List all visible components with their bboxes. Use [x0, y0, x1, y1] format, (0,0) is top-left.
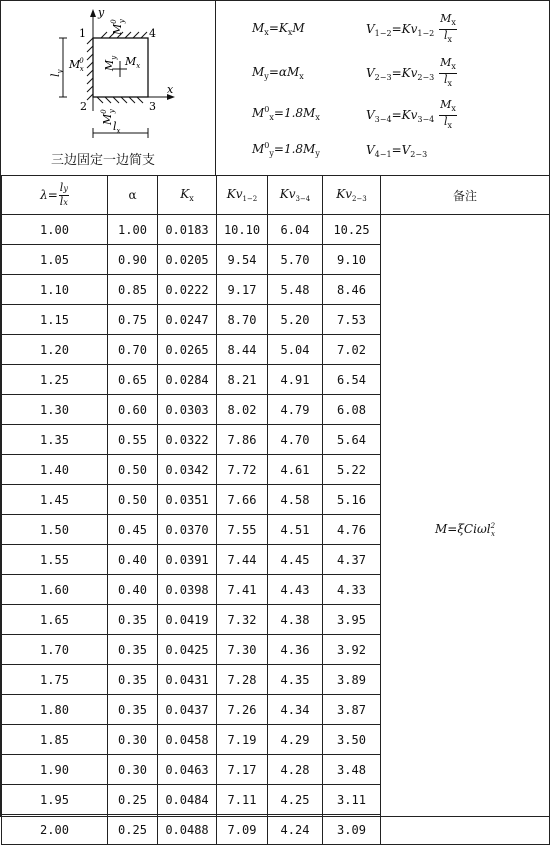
- cell-lambda: 1.35: [2, 425, 108, 455]
- my-label: $M_y$: [103, 55, 118, 71]
- cell-kv23: 8.46: [323, 275, 381, 305]
- cell-kv12: 7.30: [217, 635, 268, 665]
- cell-kv23: 3.89: [323, 665, 381, 695]
- header-note: 备注: [381, 176, 550, 215]
- cell-kv23: 7.53: [323, 305, 381, 335]
- cell-kx: 0.0391: [158, 545, 217, 575]
- cell-kv12: 7.41: [217, 575, 268, 605]
- cell-lambda: 1.95: [2, 785, 108, 815]
- formula-mx0: $M^0_x=1.8M_x$: [252, 105, 320, 122]
- cell-kx: 0.0265: [158, 335, 217, 365]
- cell-kv23: 10.25: [323, 215, 381, 245]
- header-lambda: λ= $\frac{ly}{lx}$: [2, 176, 108, 215]
- cell-kv34: 4.58: [268, 485, 323, 515]
- note-formula: M=ξCiωl$^2_x$: [434, 521, 496, 538]
- cell-kx: 0.0425: [158, 635, 217, 665]
- cell-kv12: 8.44: [217, 335, 268, 365]
- header-kv12: $Kv_{1-2}$: [217, 176, 268, 215]
- cell-kv34: 4.70: [268, 425, 323, 455]
- cell-lambda: 1.60: [2, 575, 108, 605]
- cell-kv12: 7.72: [217, 455, 268, 485]
- cell-kv12: 7.55: [217, 515, 268, 545]
- x-axis-label: x: [167, 83, 174, 96]
- cell-kx: 0.0284: [158, 365, 217, 395]
- cell-kx: 0.0322: [158, 425, 217, 455]
- cell-kv34: 4.51: [268, 515, 323, 545]
- cell-kv23: 3.11: [323, 785, 381, 815]
- cell-lambda: 1.80: [2, 695, 108, 725]
- plate-diagram-cell: [1, 1, 216, 175]
- cell-alpha: 0.35: [108, 635, 158, 665]
- table-header-row: [2, 176, 550, 215]
- cell-lambda: 1.05: [2, 245, 108, 275]
- cell-kv34: 5.04: [268, 335, 323, 365]
- cell-alpha: 1.00: [108, 215, 158, 245]
- cell-kv23: 7.02: [323, 335, 381, 365]
- cell-kv23: 6.08: [323, 395, 381, 425]
- cell-alpha: 0.40: [108, 575, 158, 605]
- cell-kv12: 9.17: [217, 275, 268, 305]
- cell-kx: 0.0398: [158, 575, 217, 605]
- cell-kv34: 4.45: [268, 545, 323, 575]
- cell-alpha: 0.35: [108, 695, 158, 725]
- cell-kv12: 8.70: [217, 305, 268, 335]
- header-kv34: $Kv_{3-4}$: [268, 176, 323, 215]
- cell-kx: 0.0463: [158, 755, 217, 785]
- cell-alpha: 0.25: [108, 785, 158, 815]
- cell-kv34: 4.29: [268, 725, 323, 755]
- cell-kx: 0.0303: [158, 395, 217, 425]
- cell-kx: 0.0370: [158, 515, 217, 545]
- table-row: [2, 215, 550, 245]
- corner-2-label: 2: [80, 100, 87, 113]
- cell-kv23: 9.10: [323, 245, 381, 275]
- ly-label: $l_y$: [49, 69, 64, 77]
- corner-4-label: 4: [149, 27, 156, 40]
- corner-1-label: 1: [79, 27, 86, 40]
- header-kx: $K_x$: [158, 176, 217, 215]
- cell-alpha: 0.60: [108, 395, 158, 425]
- cell-kv23: 3.87: [323, 695, 381, 725]
- cell-kx: 0.0458: [158, 725, 217, 755]
- diagram-caption: 三边固定一边简支: [51, 153, 156, 168]
- cell-kv12: 7.26: [217, 695, 268, 725]
- cell-kv23: 3.95: [323, 605, 381, 635]
- cell-lambda: 1.75: [2, 665, 108, 695]
- cell-kv34: 5.20: [268, 305, 323, 335]
- cell-alpha: 0.25: [108, 815, 158, 845]
- cell-kv23: 4.37: [323, 545, 381, 575]
- cell-lambda: 1.50: [2, 515, 108, 545]
- cell-alpha: 0.40: [108, 545, 158, 575]
- cell-kv12: 9.54: [217, 245, 268, 275]
- cell-kv23: 5.16: [323, 485, 381, 515]
- cell-kx: 0.0431: [158, 665, 217, 695]
- table-body: [2, 215, 550, 845]
- cell-lambda: 1.25: [2, 365, 108, 395]
- cell-alpha: 0.70: [108, 335, 158, 365]
- cell-kv23: 3.50: [323, 725, 381, 755]
- cell-kx: 0.0205: [158, 245, 217, 275]
- cell-lambda: 1.00: [2, 215, 108, 245]
- formula-v41: $V_{4-1}=V_{2-3}$: [366, 143, 428, 159]
- cell-alpha: 0.50: [108, 455, 158, 485]
- cell-kv23: 6.54: [323, 365, 381, 395]
- cell-lambda: 1.45: [2, 485, 108, 515]
- formula-block: [216, 1, 549, 175]
- cell-kx: 0.0183: [158, 215, 217, 245]
- formula-v34: $V_{3-4}=Kv_{3-4}$ $\frac{M_x}{l_x}$: [366, 98, 456, 130]
- cell-lambda: 1.10: [2, 275, 108, 305]
- cell-kv34: 4.61: [268, 455, 323, 485]
- table-header-block: [1, 1, 549, 176]
- cell-lambda: 2.00: [2, 815, 108, 845]
- note-cell: [381, 215, 550, 845]
- cell-kv34: 4.28: [268, 755, 323, 785]
- cell-lambda: 1.20: [2, 335, 108, 365]
- cell-kv34: 4.25: [268, 785, 323, 815]
- cell-kx: 0.0342: [158, 455, 217, 485]
- cell-kx: 0.0488: [158, 815, 217, 845]
- lx-label: $l_x$: [113, 120, 121, 135]
- cell-kv34: 5.48: [268, 275, 323, 305]
- y-axis-arrow-icon: [90, 9, 96, 17]
- cell-kv12: 7.86: [217, 425, 268, 455]
- my0-bottom-label: $M^0y$: [100, 109, 116, 125]
- cell-kv34: 4.43: [268, 575, 323, 605]
- cell-alpha: 0.55: [108, 425, 158, 455]
- cell-kx: 0.0222: [158, 275, 217, 305]
- cell-alpha: 0.85: [108, 275, 158, 305]
- cell-lambda: 1.70: [2, 635, 108, 665]
- cell-lambda: 1.30: [2, 395, 108, 425]
- cell-alpha: 0.30: [108, 755, 158, 785]
- cell-kx: 0.0437: [158, 695, 217, 725]
- cell-kv12: 8.02: [217, 395, 268, 425]
- cell-kv34: 4.35: [268, 665, 323, 695]
- mx-label: $M_x$: [125, 55, 141, 70]
- cell-kv34: 5.70: [268, 245, 323, 275]
- cell-lambda: 1.85: [2, 725, 108, 755]
- cell-kv12: 7.17: [217, 755, 268, 785]
- cell-kv34: 4.24: [268, 815, 323, 845]
- cell-alpha: 0.50: [108, 485, 158, 515]
- cell-kv12: 7.19: [217, 725, 268, 755]
- cell-lambda: 1.90: [2, 755, 108, 785]
- cell-kv23: 5.64: [323, 425, 381, 455]
- cell-lambda: 1.65: [2, 605, 108, 635]
- plate-diagram: [1, 1, 215, 151]
- my0-top-label: $M^0y$: [110, 19, 126, 35]
- cell-kv23: 3.09: [323, 815, 381, 845]
- cell-kv12: 7.32: [217, 605, 268, 635]
- cell-alpha: 0.30: [108, 725, 158, 755]
- cell-kv23: 5.22: [323, 455, 381, 485]
- cell-kv34: 4.36: [268, 635, 323, 665]
- cell-alpha: 0.35: [108, 605, 158, 635]
- formula-v23: $V_{2-3}=Kv_{2-3}$ $\frac{M_x}{l_x}$: [366, 56, 456, 88]
- header-kv23: $Kv_{2-3}$: [323, 176, 381, 215]
- formula-my: $M_y=\alpha M_x$: [252, 65, 304, 81]
- formula-mx: $M_x=K_xM$: [252, 21, 305, 37]
- cell-kv12: 7.28: [217, 665, 268, 695]
- mx0-label: M0 x: [69, 57, 84, 73]
- cell-kv12: 7.66: [217, 485, 268, 515]
- cell-kv23: 3.92: [323, 635, 381, 665]
- cell-alpha: 0.75: [108, 305, 158, 335]
- cell-alpha: 0.45: [108, 515, 158, 545]
- cell-alpha: 0.35: [108, 665, 158, 695]
- cell-kx: 0.0351: [158, 485, 217, 515]
- y-axis-label: y: [98, 6, 105, 19]
- cell-alpha: 0.90: [108, 245, 158, 275]
- cell-kv12: 10.10: [217, 215, 268, 245]
- cell-kx: 0.0247: [158, 305, 217, 335]
- cell-lambda: 1.55: [2, 545, 108, 575]
- header-alpha: α: [108, 176, 158, 215]
- cell-alpha: 0.65: [108, 365, 158, 395]
- cell-kv34: 4.91: [268, 365, 323, 395]
- formula-v12: $V_{1-2}=Kv_{1-2}$ $\frac{M_x}{l_x}$: [366, 12, 456, 44]
- cell-kv12: 8.21: [217, 365, 268, 395]
- cell-kv23: 4.76: [323, 515, 381, 545]
- cell-lambda: 1.15: [2, 305, 108, 335]
- cell-kv34: 4.79: [268, 395, 323, 425]
- corner-3-label: 3: [149, 100, 156, 113]
- cell-kv12: 7.11: [217, 785, 268, 815]
- coefficient-table: [1, 175, 550, 845]
- cell-kx: 0.0419: [158, 605, 217, 635]
- formula-my0: $M^0_y=1.8M_y$: [252, 141, 320, 158]
- cell-kv23: 4.33: [323, 575, 381, 605]
- cell-kv12: 7.09: [217, 815, 268, 845]
- cell-kx: 0.0484: [158, 785, 217, 815]
- cell-kv34: 6.04: [268, 215, 323, 245]
- cell-kv12: 7.44: [217, 545, 268, 575]
- cell-kv34: 4.34: [268, 695, 323, 725]
- cell-kv34: 4.38: [268, 605, 323, 635]
- cell-lambda: 1.40: [2, 455, 108, 485]
- cell-kv23: 3.48: [323, 755, 381, 785]
